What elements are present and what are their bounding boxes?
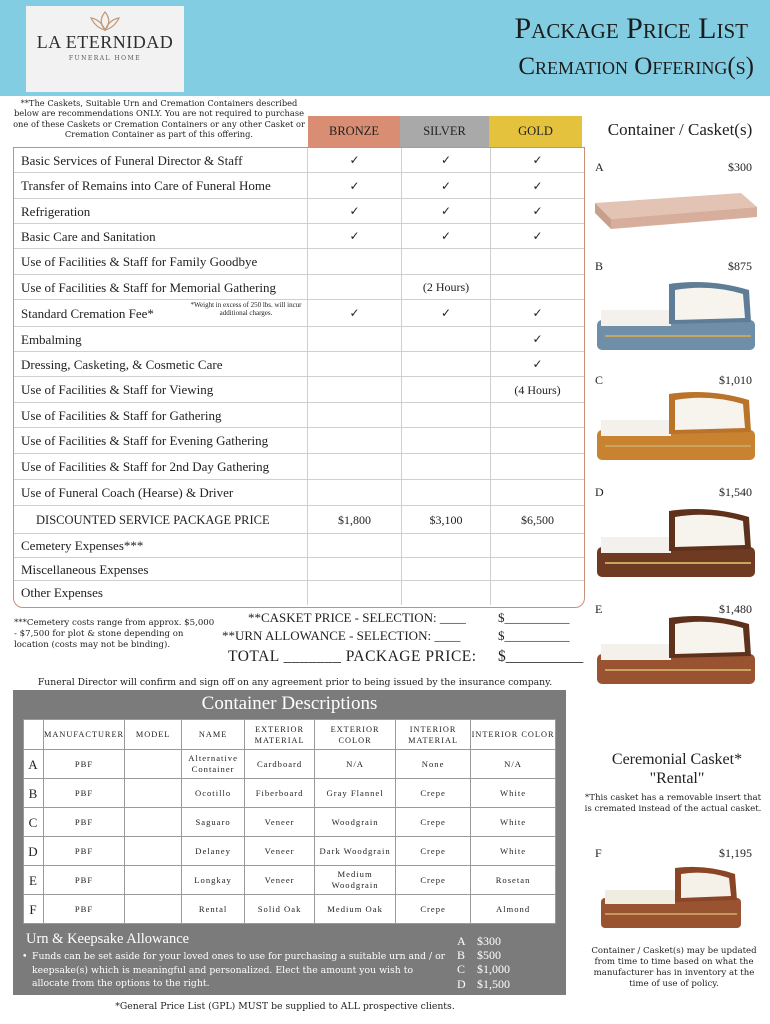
gold-cell (490, 428, 584, 453)
gold-cell: ✓ (490, 300, 584, 326)
gold-cell (490, 480, 584, 505)
service-label: Standard Cremation Fee* (21, 306, 154, 321)
service-label: Use of Facilities & Staff for Memorial Gathering (21, 280, 277, 295)
casket-letter: D (595, 485, 604, 499)
ext-material-cell: Veneer (245, 808, 315, 837)
bronze-cell (307, 480, 401, 505)
silver-cell: ✓ (401, 148, 490, 172)
gpl-note: *General Price List (GPL) MUST be supplied to ALL prospective clients. (115, 1001, 455, 1012)
allowance-amount: $500 (477, 948, 501, 963)
urn-allowance-option (457, 962, 510, 976)
casket-letter: C (595, 373, 604, 387)
bronze-cell: ✓ (307, 199, 401, 223)
bronze-cell (307, 534, 401, 557)
casket-letter: B (595, 259, 604, 273)
bronze-cell (307, 377, 401, 402)
bronze-cell (307, 581, 401, 605)
service-row (14, 275, 584, 300)
service-label: DISCOUNTED SERVICE PACKAGE PRICE (36, 513, 270, 527)
bronze-cell (307, 352, 401, 376)
model-cell (125, 866, 182, 895)
urn-allowance-selection: **URN ALLOWANCE - SELECTION: ____ (222, 628, 461, 643)
service-label: Use of Facilities & Staff for Gathering (21, 408, 222, 423)
casket-letter: E (595, 602, 603, 616)
model-cell (125, 837, 182, 866)
package-header-gold: GOLD (489, 116, 582, 147)
silver-cell (401, 327, 490, 351)
casket-price-selection: **CASKET PRICE - SELECTION: ____ (248, 610, 466, 625)
gold-cell: ✓ (490, 148, 584, 172)
service-label: Use of Funeral Coach (Hearse) & Driver (21, 485, 234, 500)
service-label: Use of Facilities & Staff for 2nd Day Gathering (21, 459, 270, 474)
model-cell (125, 808, 182, 837)
silver-cell (401, 428, 490, 453)
lotus-icon (85, 10, 125, 32)
urn-allowance-option (457, 948, 510, 962)
int-material-cell: None (396, 750, 471, 779)
ext-color-cell: Dark Woodgrain (315, 837, 396, 866)
bronze-cell: ✓ (307, 173, 401, 198)
row-letter: A (24, 750, 44, 779)
bronze-cell: ✓ (307, 300, 401, 326)
ext-material-cell: Veneer (245, 866, 315, 895)
container-descriptions-panel (13, 690, 566, 995)
row-letter: D (24, 837, 44, 866)
gold-cell: ✓ (490, 327, 584, 351)
ceremonial-casket-note: *This casket has a removable insert that is cremated instead of the actual casket. (584, 793, 762, 814)
int-color-cell: White (471, 837, 556, 866)
service-label: Transfer of Remains into Care of Funeral Home (21, 178, 271, 193)
gold-cell: ✓ (490, 173, 584, 198)
silver-cell (401, 249, 490, 274)
allowance-letter: C (457, 962, 466, 977)
services-table (13, 147, 585, 608)
allowance-amount: $300 (477, 934, 501, 948)
casket-image (591, 505, 761, 590)
weight-note: *Weight in excess of 250 lbs. will incur additional charges. (190, 301, 302, 317)
bronze-cell (307, 275, 401, 299)
silver-cell: ✓ (401, 300, 490, 326)
ext-material-cell: Solid Oak (245, 895, 315, 924)
int-material-cell: Crepe (396, 837, 471, 866)
page-title: Package Price List (514, 12, 748, 45)
service-row (14, 454, 584, 480)
container-descriptions-table (23, 719, 556, 924)
service-row (14, 403, 584, 428)
name-cell: Longkay (182, 866, 245, 895)
bronze-cell: $1,800 (307, 506, 401, 533)
bronze-cell: ✓ (307, 224, 401, 248)
casket-image (591, 185, 761, 270)
allowance-amount: $1,500 (477, 976, 510, 991)
gold-cell (490, 454, 584, 479)
container-descriptions-title: Container Descriptions (201, 693, 378, 714)
gold-cell: ✓ (490, 199, 584, 223)
casket-image (591, 278, 761, 363)
service-label: Use of Facilities & Staff for Evening Gathering (21, 433, 269, 448)
service-label: Use of Facilities & Staff for Viewing (21, 382, 214, 397)
service-row (14, 428, 584, 454)
silver-cell (401, 377, 490, 402)
table-row (24, 895, 556, 924)
ext-color-cell: N/A (315, 750, 396, 779)
table-row (24, 866, 556, 895)
model-cell (125, 779, 182, 808)
column-header: INTERIOR MATERIAL (396, 720, 471, 750)
gold-cell: ✓ (490, 352, 584, 376)
silver-cell (401, 558, 490, 580)
silver-cell (401, 581, 490, 605)
service-label: Basic Services of Funeral Director & Staff (21, 153, 243, 168)
silver-cell: $3,100 (401, 506, 490, 533)
manufacturer-cell: PBF (44, 808, 125, 837)
manufacturer-cell: PBF (44, 779, 125, 808)
casket-image-f (591, 860, 751, 935)
urn-allowance-option (457, 977, 510, 991)
table-header-row (24, 720, 556, 750)
ceremonial-casket-title: Ceremonial Casket* "Rental" (611, 751, 743, 787)
bronze-cell (307, 249, 401, 274)
int-material-cell: Crepe (396, 808, 471, 837)
bronze-cell (307, 403, 401, 427)
service-row (14, 327, 584, 352)
cemetery-note: ***Cemetery costs range from approx. $5,000 - $7,500 for plot & stone depending on location (costs may not be binding). (14, 618, 215, 650)
logo-name: LA ETERNIDAD (36, 32, 174, 52)
casket-image (591, 388, 761, 473)
service-label: Other Expenses (21, 585, 103, 600)
package-header-bronze: BRONZE (308, 116, 400, 147)
row-letter: F (24, 895, 44, 924)
urn-allowance-description: Funds can be set aside for your loved ones to use for purchasing a suitable urn and / or keepsake(s) which is meaningful and personalized. Elect the amount you wish to allocate from the options to the right. (32, 951, 446, 989)
bronze-cell (307, 428, 401, 453)
ext-material-cell: Veneer (245, 837, 315, 866)
allowance-letter: B (457, 948, 466, 963)
urn-allowance-options (457, 934, 510, 991)
casket-letter: A (595, 160, 604, 174)
bullet-icon: • (22, 951, 28, 962)
bronze-cell (307, 327, 401, 351)
silver-cell: ✓ (401, 199, 490, 223)
service-label: Dressing, Casketing, & Cosmetic Care (21, 357, 223, 372)
int-material-cell: Crepe (396, 866, 471, 895)
service-row (14, 249, 584, 275)
bronze-cell (307, 558, 401, 580)
table-row (24, 837, 556, 866)
ext-color-cell: Gray Flannel (315, 779, 396, 808)
int-color-cell: Almond (471, 895, 556, 924)
row-letter: C (24, 808, 44, 837)
column-header: MANUFACTURER (44, 720, 125, 750)
allowance-amount: $1,000 (477, 962, 510, 977)
model-cell (125, 750, 182, 779)
ext-material-cell: Fiberboard (245, 779, 315, 808)
column-header: EXTERIOR COLOR (315, 720, 396, 750)
row-letter: B (24, 779, 44, 808)
urn-allowance-option (457, 934, 510, 948)
casket-price: $875 (728, 259, 752, 273)
casket-price: $1,480 (719, 602, 752, 616)
gold-cell (490, 403, 584, 427)
allowance-letter: A (457, 934, 466, 948)
int-color-cell: Rosetan (471, 866, 556, 895)
package-header-silver: SILVER (400, 116, 489, 147)
service-row (14, 506, 584, 534)
column-header: NAME (182, 720, 245, 750)
service-label: Miscellaneous Expenses (21, 562, 149, 577)
gold-cell (490, 249, 584, 274)
silver-cell: ✓ (401, 173, 490, 198)
funeral-home-logo (26, 6, 184, 92)
service-row (14, 534, 584, 558)
int-color-cell: N/A (471, 750, 556, 779)
casket-image (591, 612, 761, 697)
manufacturer-cell: PBF (44, 750, 125, 779)
int-material-cell: Crepe (396, 779, 471, 808)
casket-price: $300 (728, 160, 752, 174)
column-header: EXTERIOR MATERIAL (245, 720, 315, 750)
manufacturer-cell: PBF (44, 837, 125, 866)
table-row (24, 750, 556, 779)
casket-price-blank: $__________ (498, 610, 570, 625)
total-package-price-label: TOTAL _______ PACKAGE PRICE: (228, 648, 477, 665)
casket-price: $1,010 (719, 373, 752, 387)
letter-header (24, 720, 44, 750)
ext-color-cell: Medium Woodgrain (315, 866, 396, 895)
silver-cell (401, 352, 490, 376)
service-label: Embalming (21, 332, 82, 347)
gold-cell: $6,500 (490, 506, 584, 533)
containers-title: Container / Casket(s) (607, 120, 753, 139)
silver-cell (401, 534, 490, 557)
silver-cell (401, 454, 490, 479)
service-row (14, 558, 584, 581)
manufacturer-cell: PBF (44, 895, 125, 924)
service-row (14, 148, 584, 173)
service-label: Cemetery Expenses*** (21, 538, 144, 553)
gold-cell (490, 558, 584, 580)
service-label: Refrigeration (21, 204, 91, 219)
recommendation-note: **The Caskets, Suitable Urn and Cremation Containers described below are recommendations ONLY. You are not required to purchase one of these Caskets or Cremation Containers or any other Casket or Cremation Container as part of this offering. (13, 98, 305, 140)
total-package-price-blank: $__________ (498, 648, 584, 665)
service-row (14, 224, 584, 249)
service-label: Use of Facilities & Staff for Family Goodbye (21, 254, 258, 269)
gold-cell: (4 Hours) (490, 377, 584, 402)
allowance-letter: D (457, 976, 466, 991)
column-header: INTERIOR COLOR (471, 720, 556, 750)
int-color-cell: White (471, 779, 556, 808)
bronze-cell: ✓ (307, 148, 401, 172)
name-cell: Rental (182, 895, 245, 924)
name-cell: Delaney (182, 837, 245, 866)
gold-cell (490, 534, 584, 557)
manufacturer-cell: PBF (44, 866, 125, 895)
int-material-cell: Crepe (396, 895, 471, 924)
name-cell: Alternative Container (182, 750, 245, 779)
name-cell: Ocotillo (182, 779, 245, 808)
silver-cell: (2 Hours) (401, 275, 490, 299)
logo-subtitle: FUNERAL HOME (68, 55, 142, 62)
container-update-note: Container / Casket(s) may be updated from time to time based on what the manufacturer has in inventory at the time of use of policy. (591, 946, 757, 989)
urn-allowance-text (22, 950, 452, 991)
service-row (14, 377, 584, 403)
gold-cell (490, 275, 584, 299)
gold-cell (490, 581, 584, 605)
service-row (14, 173, 584, 199)
ext-color-cell: Woodgrain (315, 808, 396, 837)
silver-cell (401, 480, 490, 505)
row-letter: E (24, 866, 44, 895)
service-row (14, 480, 584, 506)
name-cell: Saguaro (182, 808, 245, 837)
model-cell (125, 895, 182, 924)
column-header: MODEL (125, 720, 182, 750)
int-color-cell: White (471, 808, 556, 837)
bronze-cell (307, 454, 401, 479)
service-row (14, 581, 584, 605)
urn-allowance-title: Urn & Keepsake Allowance (26, 931, 190, 947)
service-row (14, 300, 584, 327)
casket-price: $1,540 (719, 485, 752, 499)
silver-cell: ✓ (401, 224, 490, 248)
page-subtitle: Cremation Offering(s) (518, 53, 754, 80)
gold-cell: ✓ (490, 224, 584, 248)
urn-allowance-blank: $__________ (498, 628, 570, 643)
ext-material-cell: Cardboard (245, 750, 315, 779)
service-row (14, 199, 584, 224)
silver-cell (401, 403, 490, 427)
table-row (24, 808, 556, 837)
casket-price-f: $1,195 (719, 846, 752, 860)
service-row (14, 352, 584, 377)
funeral-director-note: Funeral Director will confirm and sign off on any agreement prior to being issued by the insurance company. (37, 677, 553, 688)
ext-color-cell: Medium Oak (315, 895, 396, 924)
casket-letter-f: F (595, 846, 602, 860)
table-row (24, 779, 556, 808)
service-label: Basic Care and Sanitation (21, 229, 156, 244)
